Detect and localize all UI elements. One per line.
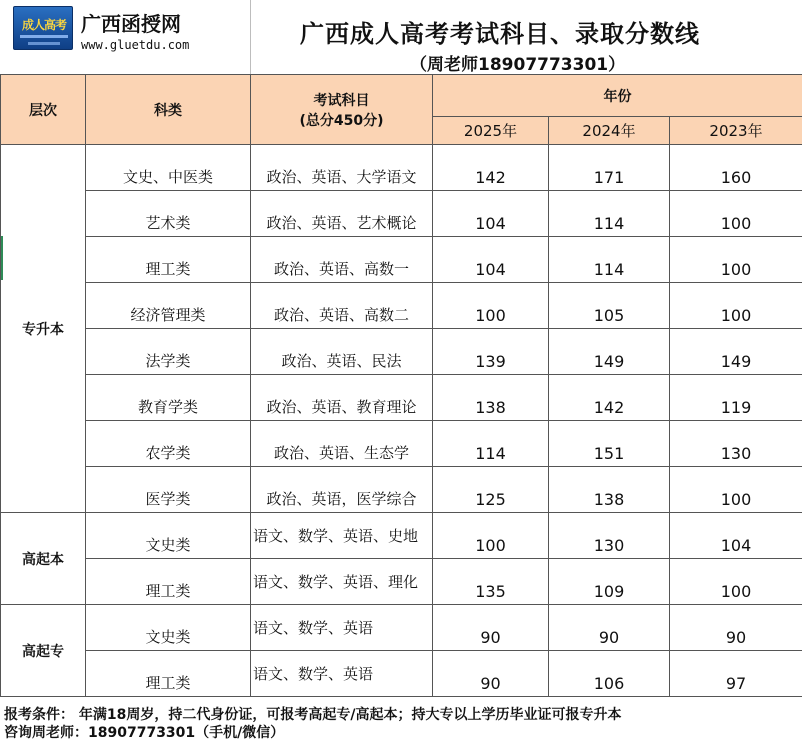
category-cell: 医学类 bbox=[86, 467, 251, 513]
table-row bbox=[1, 421, 802, 467]
logo-decoration bbox=[28, 42, 60, 45]
subjects-cell: 政治、英语、高数二 bbox=[251, 283, 433, 329]
table-row bbox=[1, 513, 802, 559]
score-cell: 149 bbox=[670, 329, 802, 375]
score-cell: 100 bbox=[670, 283, 802, 329]
table-row bbox=[1, 467, 802, 513]
category-cell: 文史类 bbox=[86, 513, 251, 559]
subjects-cell: 政治、英语、教育理论 bbox=[251, 375, 433, 421]
score-cell: 104 bbox=[670, 513, 802, 559]
score-cell: 149 bbox=[549, 329, 670, 375]
score-cell: 106 bbox=[549, 651, 670, 697]
score-cell: 114 bbox=[549, 191, 670, 237]
category-cell: 经济管理类 bbox=[86, 283, 251, 329]
subjects-cell: 政治、英语，医学综合 bbox=[251, 467, 433, 513]
brand-logo bbox=[13, 6, 73, 50]
table-row bbox=[1, 329, 802, 375]
score-cell: 90 bbox=[433, 605, 549, 651]
score-cell: 100 bbox=[670, 191, 802, 237]
score-cell: 135 bbox=[433, 559, 549, 605]
subjects-cell: 政治、英语、艺术概论 bbox=[251, 191, 433, 237]
score-cell: 97 bbox=[670, 651, 802, 697]
level-cell: 高起专 bbox=[1, 605, 86, 697]
header-year: 2023年 bbox=[670, 117, 802, 145]
table-body bbox=[1, 145, 802, 697]
header-year: 2024年 bbox=[549, 117, 670, 145]
score-cell: 100 bbox=[433, 283, 549, 329]
score-cell: 90 bbox=[433, 651, 549, 697]
header-subjects bbox=[251, 75, 433, 145]
page-header bbox=[0, 0, 802, 74]
header-year-group: 年份 bbox=[433, 75, 802, 117]
score-cell: 104 bbox=[433, 237, 549, 283]
header-year: 2025年 bbox=[433, 117, 549, 145]
table-row bbox=[1, 559, 802, 605]
table-row bbox=[1, 375, 802, 421]
subjects-cell: 语文、数学、英语 bbox=[251, 605, 433, 651]
score-cell: 151 bbox=[549, 421, 670, 467]
logo-decoration bbox=[20, 35, 68, 38]
category-cell: 理工类 bbox=[86, 559, 251, 605]
subjects-cell: 语文、数学、英语 bbox=[251, 651, 433, 697]
score-cell: 130 bbox=[670, 421, 802, 467]
score-cell: 100 bbox=[670, 237, 802, 283]
score-cell: 109 bbox=[549, 559, 670, 605]
score-cell: 142 bbox=[549, 375, 670, 421]
score-cell: 114 bbox=[433, 421, 549, 467]
score-cell: 130 bbox=[549, 513, 670, 559]
score-cell: 160 bbox=[670, 145, 802, 191]
header-divider bbox=[250, 0, 251, 74]
score-cell: 90 bbox=[670, 605, 802, 651]
category-cell: 农学类 bbox=[86, 421, 251, 467]
table-row bbox=[1, 605, 802, 651]
brand-name: 广西函授网 bbox=[81, 12, 181, 36]
score-cell: 142 bbox=[433, 145, 549, 191]
table-row bbox=[1, 237, 802, 283]
score-cell: 138 bbox=[433, 375, 549, 421]
score-cell: 139 bbox=[433, 329, 549, 375]
level-cell: 高起本 bbox=[1, 513, 86, 605]
score-cell: 100 bbox=[433, 513, 549, 559]
score-cell: 125 bbox=[433, 467, 549, 513]
category-cell: 艺术类 bbox=[86, 191, 251, 237]
score-cell: 114 bbox=[549, 237, 670, 283]
score-cell: 104 bbox=[433, 191, 549, 237]
header-subjects-line1: 考试科目 bbox=[313, 92, 370, 109]
header-level: 层次 bbox=[1, 75, 86, 145]
footer-notes bbox=[4, 706, 802, 742]
table-row bbox=[1, 145, 802, 191]
table-row bbox=[1, 651, 802, 697]
footer-contact: 咨询周老师：18907773301（手机/微信） bbox=[4, 725, 285, 741]
header-subjects-line2: (总分450分) bbox=[299, 112, 384, 129]
subjects-cell: 政治、英语、高数一 bbox=[251, 237, 433, 283]
brand-badge-text: 成人高考 bbox=[21, 18, 66, 32]
subjects-cell: 政治、英语、生态学 bbox=[251, 421, 433, 467]
header-category: 科类 bbox=[86, 75, 251, 145]
level-cell: 专升本 bbox=[1, 145, 86, 513]
score-cell: 90 bbox=[549, 605, 670, 651]
footer-requirements: 报考条件： 年满18周岁，持二代身份证，可报考高起专/高起本；持大专以上学历毕业证可报专升本 bbox=[4, 707, 622, 723]
page-title: 广西成人高考考试科目、录取分数线 bbox=[300, 20, 700, 48]
score-cell: 105 bbox=[549, 283, 670, 329]
page-subtitle: （周老师18907773301） bbox=[410, 55, 626, 75]
table-row bbox=[1, 283, 802, 329]
score-cell: 100 bbox=[670, 559, 802, 605]
subjects-cell: 政治、英语、大学语文 bbox=[251, 145, 433, 191]
score-cell: 119 bbox=[670, 375, 802, 421]
category-cell: 理工类 bbox=[86, 651, 251, 697]
score-cell: 138 bbox=[549, 467, 670, 513]
subjects-cell: 语文、数学、英语、理化 bbox=[251, 559, 433, 605]
category-cell: 法学类 bbox=[86, 329, 251, 375]
score-cell: 100 bbox=[670, 467, 802, 513]
scores-table bbox=[0, 74, 802, 697]
subjects-cell: 政治、英语、民法 bbox=[251, 329, 433, 375]
category-cell: 理工类 bbox=[86, 237, 251, 283]
brand-url: www.gluetdu.com bbox=[81, 38, 190, 52]
category-cell: 文史类 bbox=[86, 605, 251, 651]
subjects-cell: 语文、数学、英语、史地 bbox=[251, 513, 433, 559]
category-cell: 文史、中医类 bbox=[86, 145, 251, 191]
category-cell: 教育学类 bbox=[86, 375, 251, 421]
score-cell: 171 bbox=[549, 145, 670, 191]
table-row bbox=[1, 191, 802, 237]
